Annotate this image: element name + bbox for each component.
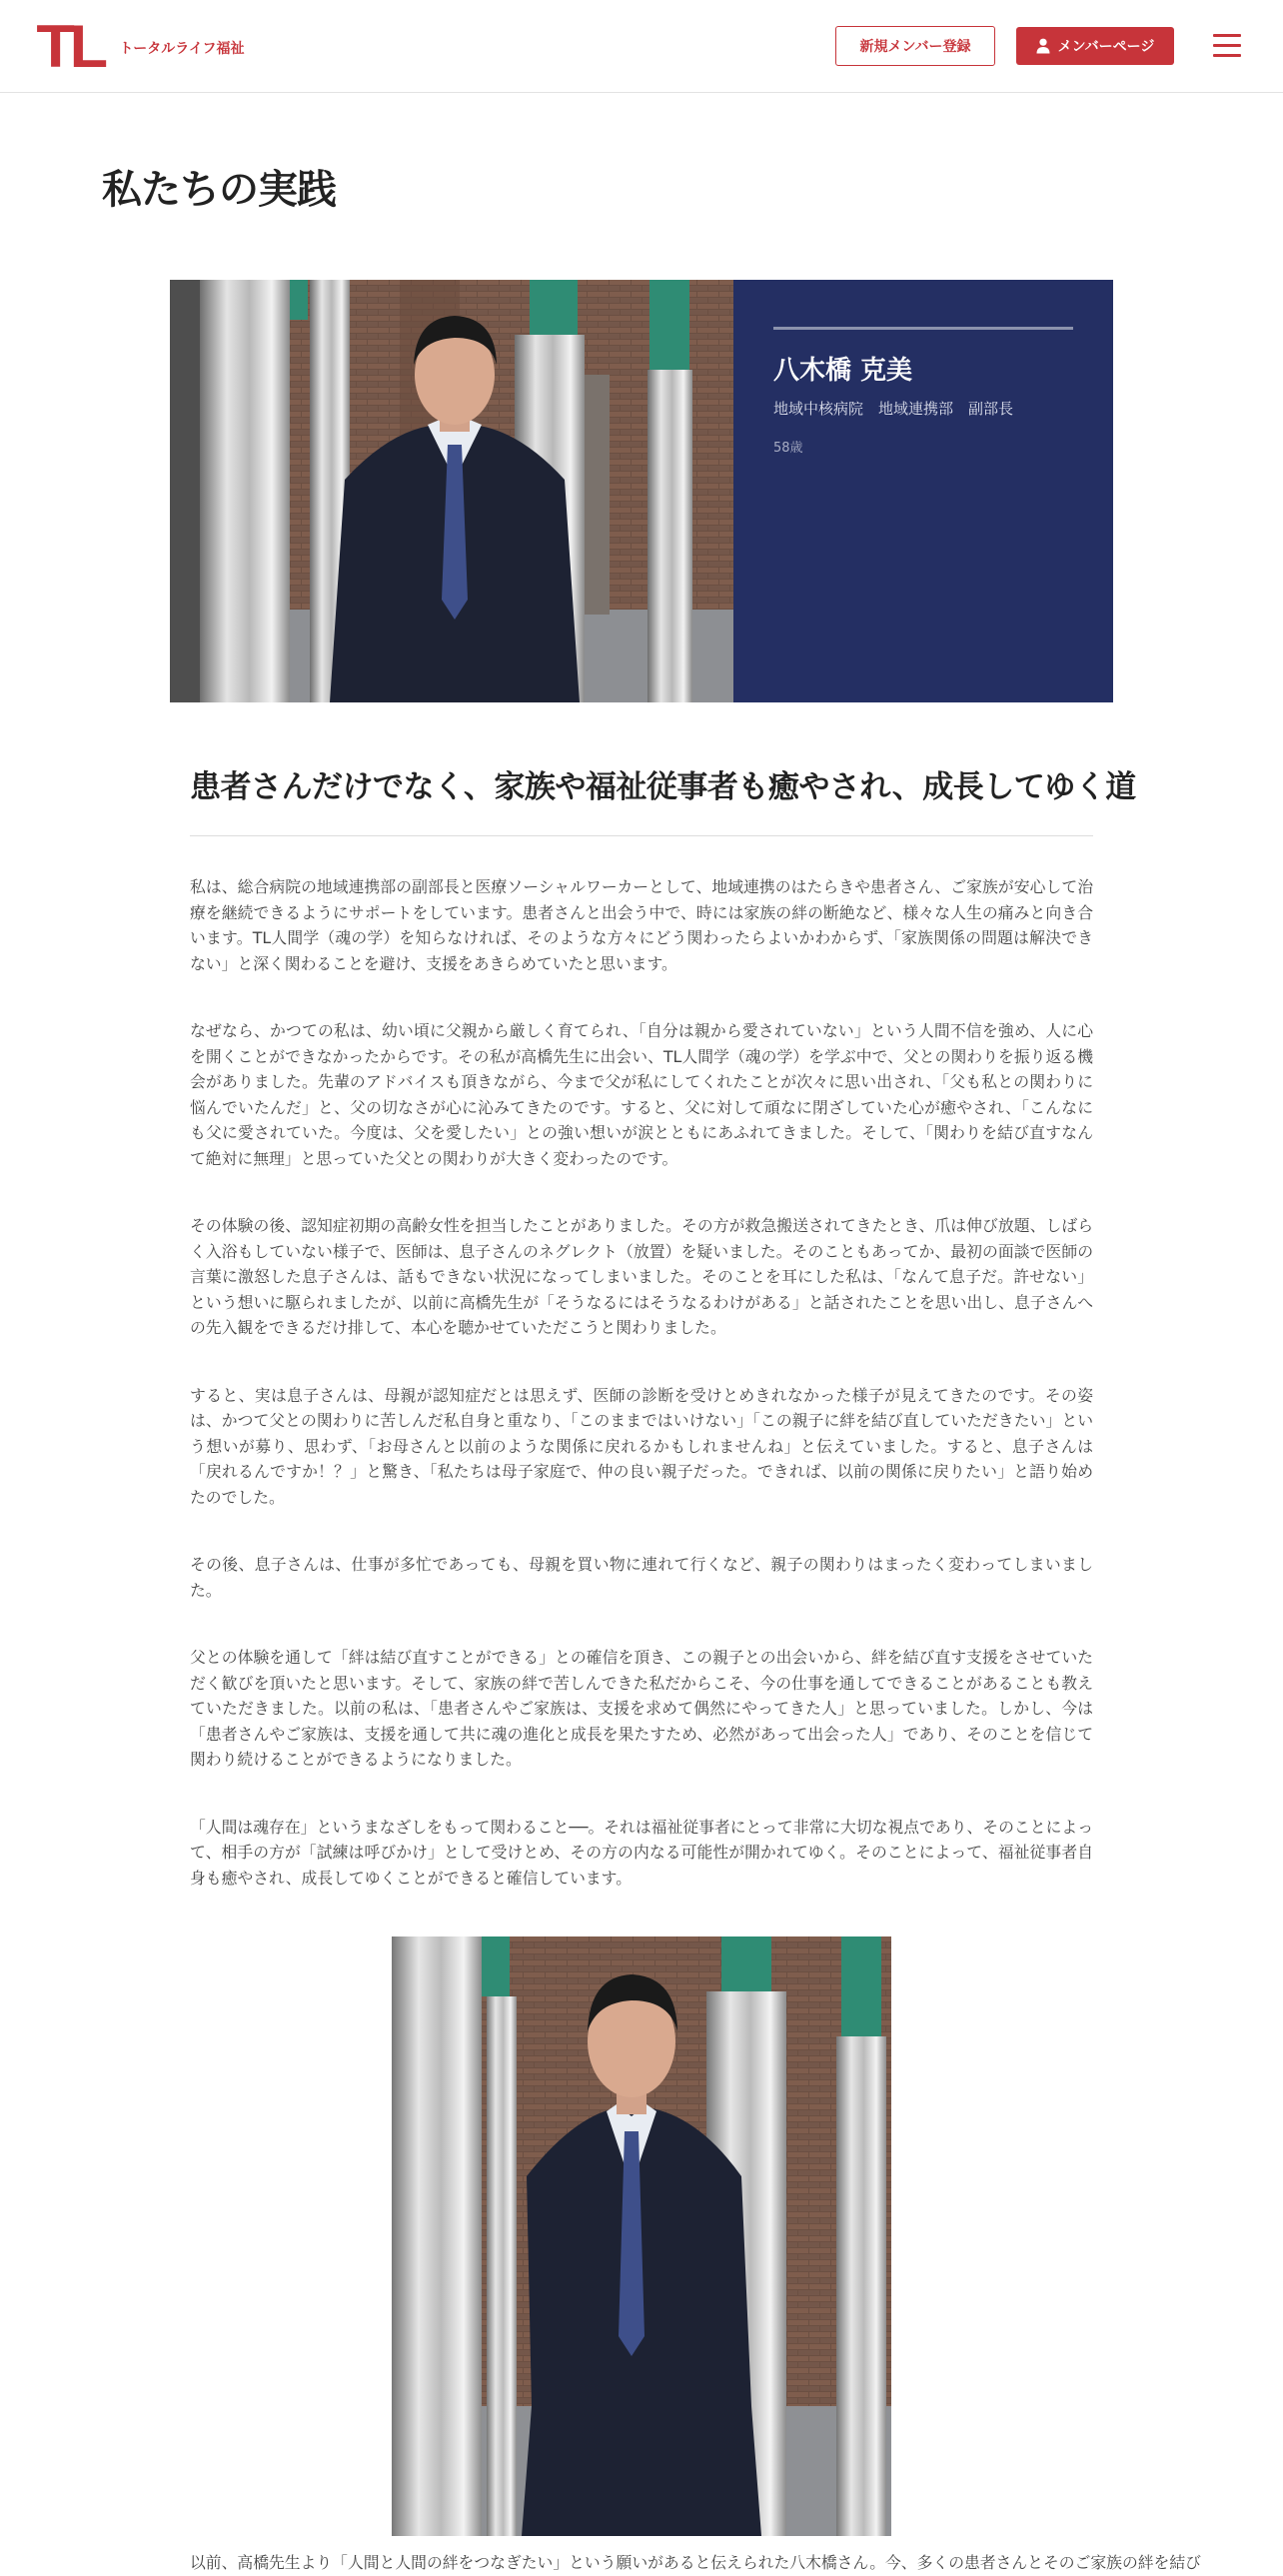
article-paragraph: すると、実は息子さんは、母親が認知症だとは思えず、医師の診断を受けとめきれなかった様子が見えてきたのです。その姿は、かつて父との関わりに苦しんだ私自身と重なり、「このままではいけない」「この親子に絆を結び直していただきたい」という想いが募り、思わず、「お母さんと以前のような関係に戻れるかもしれませんね」と伝えていました。すると、息子さんは「戻れるんですか！？」と驚き、「私たちは母子家庭で、仲の良い親子だった。できれば、以前の関係に戻りたい」と語り始めたのでした。 [190, 1385, 1093, 1507]
member-page-button[interactable] [1016, 27, 1174, 65]
site-header [0, 0, 1283, 93]
register-button[interactable]: 新規メンバー登録 [835, 26, 995, 66]
profile-name: 八木橋 克美 [773, 356, 913, 386]
profile-card [733, 280, 1113, 702]
profile-hero [170, 280, 1113, 702]
article-paragraph: 父との体験を通して「絆は結び直すことができる」との確信を頂き、この親子との出会いから、絆を結び直す支援をさせていただく歓びを頂いたと思います。そして、家族の絆で苦しんできた私だからこそ、今の仕事を通してできることがあることも教えていただきました。以前の私は、「患者さんやご家族は、支援を求めて偶然にやってきた人」と思っていました。しかし、今は「患者さんやご家族は、支援を通して共に魂の進化と成長を果たすため、必然があって出会った人」であり、そのことを信じて関わり続けることができるようになりました。 [190, 1648, 1093, 1769]
article-closing: 以前、高橋先生より「人間と人間の絆をつなぎたい」という願いがあると伝えられた八木橋さん。今、多くの患者さんとそのご家族の絆を結び [190, 2553, 1201, 2572]
profile-age: 58歳 [773, 441, 803, 456]
article-paragraph: なぜなら、かつての私は、幼い頃に父親から厳しく育てられ、「自分は親から愛されていない」という人間不信を強め、人に心を開くことができなかったからです。その私が高橋先生に出会い、TL人間学（魂の学）を学ぶ中で、父との関わりを振り返る機会がありました。先輩のアドバイスも頂きながら、今まで父が私にしてくれたことが次々に思い出され、「父も私との関わりに悩んでいたんだ」と、父の切なさが心に沁みてきたのです。すると、父に対して頑なに閉ざしていた心が癒やされ、「こんなにも父に愛されていた。今度は、父を愛したい」との強い想いが涙とともにあふれてきました。そして、「関わりを結び直すなんて絶対に無理」と思っていた父との関わりが大きく変わったのです。 [190, 1021, 1093, 1168]
profile-photo [170, 280, 733, 702]
article-paragraph: 「人間は魂存在」というまなざしをもって関わること──。それは福祉従事者にとって非常に大切な視点であり、そのことによって、相手の方が「試練は呼びかけ」として受けとめ、その方の内なる可能性が開かれてゆく。そのことによって、福祉従事者自身も癒やされ、成長してゆくことができると確信しています。 [190, 1817, 1093, 1888]
menu-icon[interactable] [1213, 34, 1241, 58]
article-body [190, 874, 1093, 1932]
profile-divider [773, 327, 1073, 330]
user-icon [1036, 38, 1050, 54]
article-lead: 患者さんだけでなく、家族や福祉従事者も癒やされ、成長してゆく道 [190, 769, 1136, 805]
article-paragraph: その体験の後、認知症初期の高齢女性を担当したことがありました。その方が救急搬送されてきたとき、爪は伸び放題、しばらく入浴もしていない様子で、医師は、息子さんのネグレクト（放置）を疑いました。そのこともあってか、最初の面談で医師の言葉に激怒した息子さんは、話もできない状況になってしまいました。そのことを耳にした私は、「なんて息子だ。許せない」という想いに駆られましたが、以前に高橋先生が「そうなるにはそうなるわけがある」と話されたことを思い出し、息子さんへの先入観をできるだけ排して、本心を聴かせていただこうと関わりました。 [190, 1216, 1093, 1337]
article-paragraph: その後、息子さんは、仕事が多忙であっても、母親を買い物に連れて行くなど、親子の関わりはまったく変わってしまいました。 [190, 1555, 1093, 1600]
article-photo [392, 1936, 891, 2536]
lead-divider [190, 835, 1093, 836]
logo-mark: TL [36, 13, 103, 80]
profile-role: 地域中核病院 地域連携部 副部長 [773, 400, 1014, 418]
page-title: 私たちの実践 [102, 167, 336, 213]
article-paragraph: 私は、総合病院の地域連携部の副部長と医療ソーシャルワーカーとして、地域連携のはたらきや患者さん、ご家族が安心して治療を継続できるようにサポートをしています。患者さんと出会う中で、時には家族の絆の断絶など、様々な人生の痛みと向き合います。TL人間学（魂の学）を知らなければ、そのような方々にどう関わったらよいかわからず、「家族関係の問題は解決できない」と深く関わることを避け、支援をあきらめていたと思います。 [190, 877, 1093, 973]
logo-text: トータルライフ福祉 [119, 41, 245, 57]
member-page-label: メンバーページ [1057, 39, 1155, 55]
site-logo[interactable] [36, 13, 245, 80]
